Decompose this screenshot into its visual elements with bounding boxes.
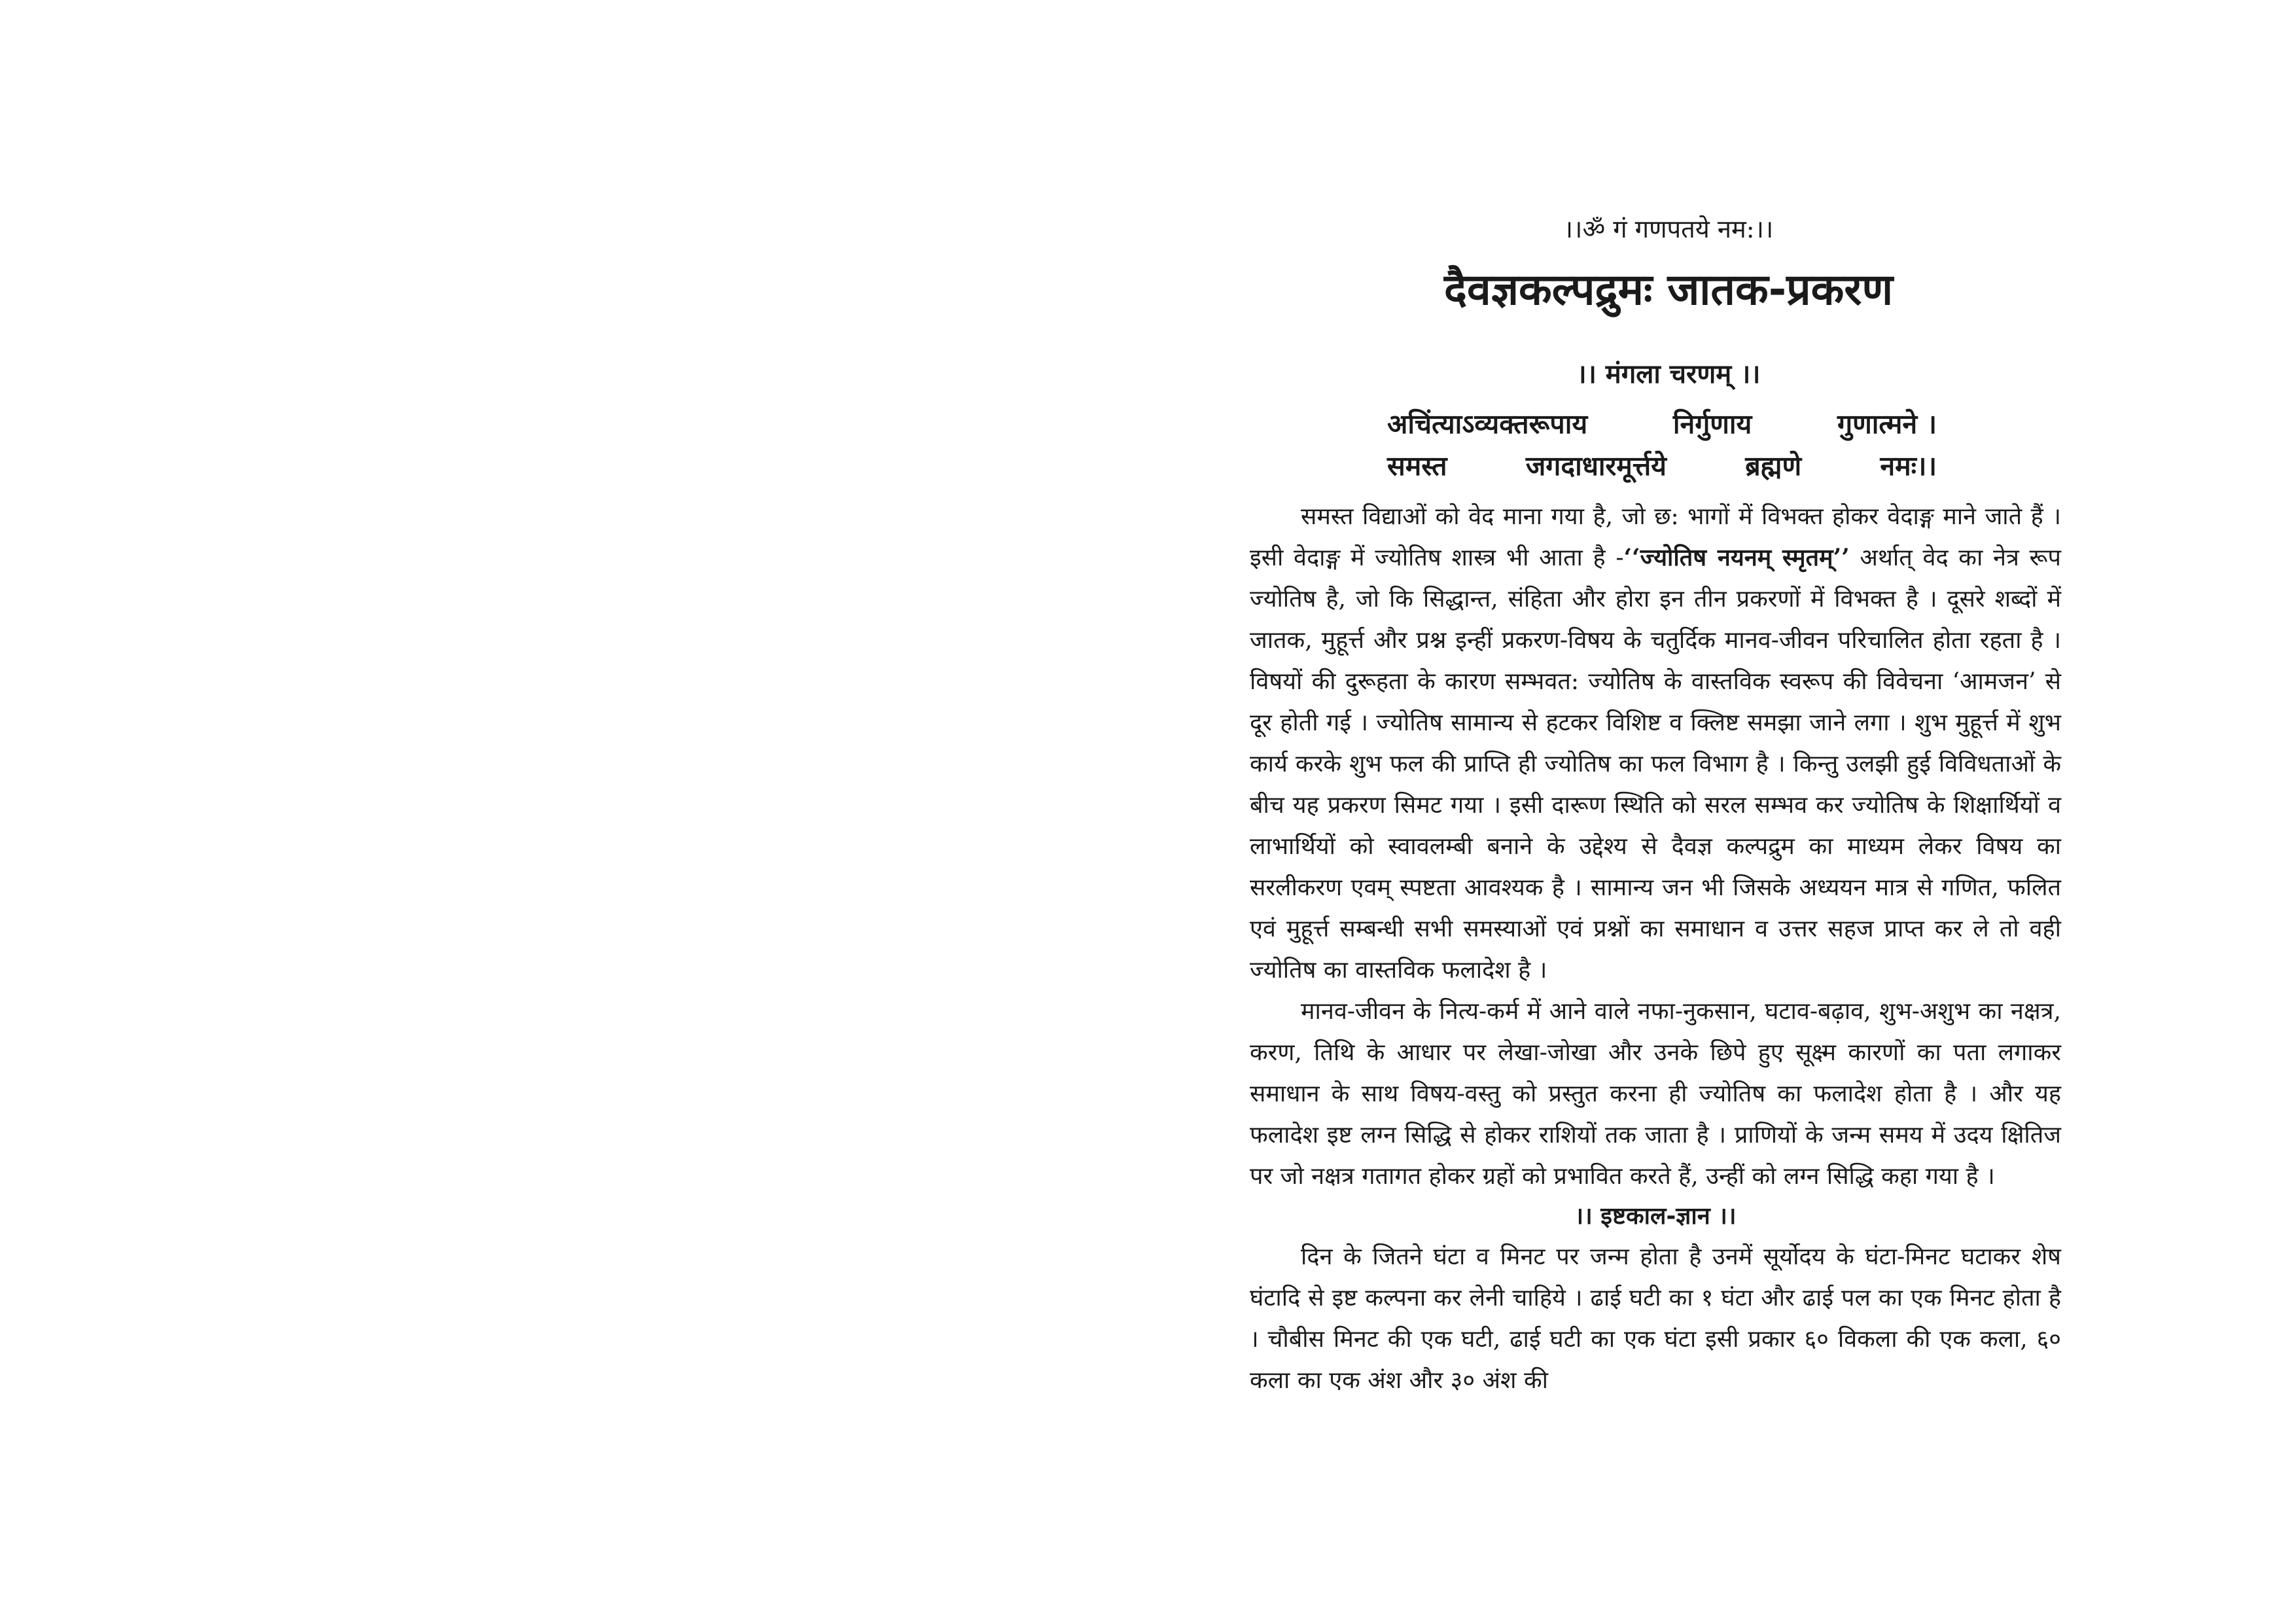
shloka-word: गुणात्मने । — [1837, 408, 1937, 440]
shloka-word: समस्त — [1387, 450, 1447, 482]
quoted-phrase: ‘‘ज्योतिष नयनम् स्मृतम्’’ — [1623, 544, 1850, 571]
paragraph-intro-start: समस्त विद्याओं को वेद माना गया है, जो छ: भागों में विभक्त होकर वेदाङ्ग माने जाते हैं । इसी वेदाङ्ग में ज्योतिष शास्त्र भी आता है - — [1250, 503, 2061, 571]
ishtakal-heading: ।। इष्टकाल-ज्ञान ।। — [1574, 1203, 1737, 1230]
shloka-verse — [1387, 403, 1937, 487]
paragraph-human-life: मानव-जीवन के नित्य-कर्म में आने वाले नफा-नुकसान, घटाव-बढ़ाव, शुभ-अशुभ का नक्षत्र, करण, तिथि के आधार पर लेखा-जोखा और उनके छिपे हुए सूक्ष्म कारणों का पता लगाकर समाधान के साथ विषय-वस्तु को प्रस्तुत करना ही ज्योतिष का फलादेश होता है । और यह फलादेश इष्ट लग्न सिद्धि से होकर राशियों तक जाता है । प्राणियों के जन्म समय में उदय क्षितिज पर जो नक्षत्र गतागत होकर ग्रहों को प्रभावित करते हैं, उन्हीं को लग्न सिद्धि कहा गया है । — [1250, 998, 2061, 1190]
mangalacharan-heading: ।। मंगला चरणम् ।। — [1576, 359, 1761, 389]
shloka-line-1 — [1387, 403, 1937, 445]
body-text — [1250, 496, 2061, 1401]
shloka-word: अचिंत्याऽव्यक्तरूपाय — [1387, 408, 1588, 440]
paragraph-ishtakal: दिन के जितने घंटा व मिनट पर जन्म होता है उनमें सूर्योदय के घंटा-मिनट घटाकर शेष घंटादि से इष्ट कल्पना कर लेनी चाहिये । ढाई घटी का १ घंटा और ढाई पल का एक मिनट होता है । चौबीस मिनट की एक घटी, ढाई घटी का एक घंटा इसी प्रकार ६० विकला की एक कला, ६० कला का एक अंश और ३० अंश की — [1250, 1243, 2061, 1394]
shloka-line-2 — [1387, 445, 1937, 487]
book-page — [1250, 209, 2061, 1401]
paragraph-intro-rest: अर्थात् वेद का नेत्र रूप ज्योतिष है, जो कि सिद्धान्त, संहिता और होरा इन तीन प्रकरणों में विभक्त है । दूसरे शब्दों में जातक, मुहूर्त्त और प्रश्न इन्हीं प्रकरण-विषय के चतुर्दिक मानव-जीवन परिचालित होता रहता है । विषयों की दुरूहता के कारण सम्भवत: ज्योतिष के वास्तविक स्वरूप की विवेचना ‘आमजन’ से दूर होती गई । ज्योतिष सामान्य से हटकर विशिष्ट व क्लिष्ट समझा जाने लगा । शुभ मुहूर्त्त में शुभ कार्य करके शुभ फल की प्राप्ति ही ज्योतिष का फल विभाग है । किन्तु उलझी हुई विविधताओं के बीच यह प्रकरण सिमट गया । इसी दारूण स्थिति को सरल सम्भव कर ज्योतिष के शिक्षार्थियों व लाभार्थियों को स्वावलम्बी बनाने के उद्देश्य से दैवज्ञ कल्पद्रुम का माध्यम लेकर विषय का सरलीकरण एवम् स्पष्टता आवश्यक है । सामान्य जन भी जिसके अध्ययन मात्र से गणित, फलित एवं मुहूर्त्त सम्बन्धी सभी समस्याओं एवं प्रश्नों का समाधान व उत्तर सहज प्राप्त कर ले तो वही ज्योतिष का वास्तविक फलादेश है । — [1250, 544, 2061, 984]
shloka-word: जगदाधारमूर्त्तये — [1525, 450, 1667, 482]
paragraph-intro — [1250, 496, 2061, 991]
page-title: दैवज्ञकल्पद्रुमः जातक-प्रकरण — [1443, 264, 1894, 315]
shloka-word: निर्गुणाय — [1672, 408, 1752, 440]
shloka-word: नमः।। — [1880, 450, 1937, 482]
shloka-word: ब्रह्मणे — [1745, 450, 1802, 482]
invocation-line: ।।ॐ गं गणपतये नम:।। — [1563, 215, 1774, 243]
